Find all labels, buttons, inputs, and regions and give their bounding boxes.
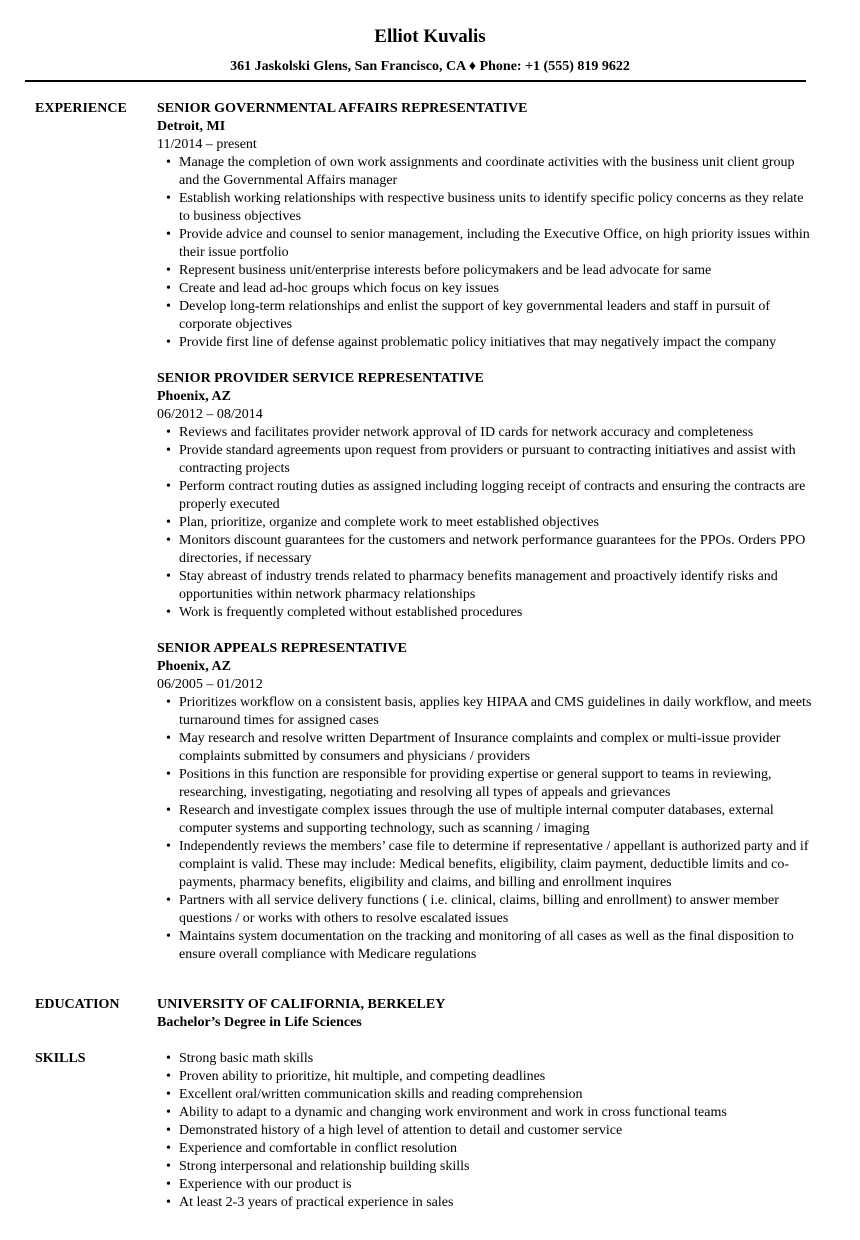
bullet-text: Strong basic math skills [179,1051,314,1066]
job-location: Phoenix, AZ [157,659,231,674]
contact-line: 361 Jaskolski Glens, San Francisco, CA ♦ Phone: +1 (555) 819 9622 [230,59,630,74]
bullet-icon: • [166,929,171,944]
bullet-text: Create and lead ad-hoc groups which focus on key issues [179,281,499,296]
bullet-icon: • [166,191,171,206]
bullet-icon: • [166,335,171,350]
bullet-icon: • [166,443,171,458]
bullet-text: Positions in this function are responsible for providing expertise or general support to teams in reviewing, researching, investigating, negotiating and resolving all types of appeals and grievances [179,767,772,800]
bullet-icon: • [166,839,171,854]
bullet-icon: • [166,803,171,818]
bullet-text: Stay abreast of industry trends related to pharmacy benefits management and proactively identify risks and opportunities within network pharmacy relationships [179,569,778,602]
bullet-text: Maintains system documentation on the tracking and monitoring of all cases as well as the final disposition to ensure overall compliance with Medicare regulations [179,929,794,962]
bullet-icon: • [166,695,171,710]
bullet-text: Excellent oral/written communication skills and reading comprehension [179,1087,583,1102]
bullet-icon: • [166,1069,171,1084]
bullet-item [166,442,817,478]
candidate-name: Elliot Kuvalis [374,26,486,47]
bullet-icon: • [166,1195,171,1210]
bullet-item [166,154,817,190]
bullet-icon: • [166,227,171,242]
bullet-item [166,766,817,802]
experience-list [157,100,817,982]
bullet-item [166,892,817,928]
bullet-icon: • [166,1123,171,1138]
job-title: SENIOR PROVIDER SERVICE REPRESENTATIVE [157,371,484,386]
bullet-item [166,190,817,226]
bullet-text: Perform contract routing duties as assigned including logging receipt of contracts and ensuring the contracts are properly executed [179,479,806,512]
bullet-item [166,694,817,730]
bullet-icon: • [166,155,171,170]
bullet-icon: • [166,533,171,548]
bullet-item [166,514,817,532]
bullet-text: At least 2-3 years of practical experience in sales [179,1195,454,1210]
bullet-text: Prioritizes workflow on a consistent basis, applies key HIPAA and CMS guidelines in daily workflow, and meets turnaround times for assigned cases [179,695,812,728]
bullet-icon: • [166,515,171,530]
job-title: SENIOR APPEALS REPRESENTATIVE [157,641,407,656]
header-divider [25,80,806,82]
bullet-item [166,1158,817,1176]
bullet-text: Provide first line of defense against problematic policy initiatives that may negatively impact the company [179,335,777,350]
bullet-icon: • [166,569,171,584]
bullet-text: Reviews and facilitates provider network approval of ID cards for network accuracy and completeness [179,425,754,440]
bullet-text: Monitors discount guarantees for the customers and network performance guarantees for the PPOs. Orders PPO directories, if necessary [179,533,806,566]
job-duties [157,424,817,622]
bullet-icon: • [166,299,171,314]
bullet-text: Demonstrated history of a high level of attention to detail and customer service [179,1123,623,1138]
skills-list [157,1050,817,1212]
job-location: Phoenix, AZ [157,389,231,404]
skills-section [0,1050,860,1212]
bullet-item [166,730,817,766]
bullet-item [166,1176,817,1194]
bullet-text: Experience with our product is [179,1177,352,1192]
bullet-item [166,424,817,442]
bullet-icon: • [166,605,171,620]
job-entry [157,640,817,964]
bullet-item [166,1104,817,1122]
bullet-icon: • [166,767,171,782]
job-location: Detroit, MI [157,119,226,134]
job-entry [157,370,817,622]
bullet-item [166,532,817,568]
bullet-text: Ability to adapt to a dynamic and changing work environment and work in cross functional teams [179,1105,727,1120]
bullet-item [166,1050,817,1068]
bullet-item [166,1122,817,1140]
bullet-item [166,1194,817,1212]
job-duties [157,694,817,964]
bullet-text: Experience and comfortable in conflict resolution [179,1141,457,1156]
job-dates: 06/2005 – 01/2012 [157,677,263,692]
bullet-icon: • [166,1141,171,1156]
bullet-icon: • [166,479,171,494]
bullet-text: Provide advice and counsel to senior management, including the Executive Office, on high priority issues within their issue portfolio [179,227,810,260]
job-title: SENIOR GOVERNMENTAL AFFAIRS REPRESENTATIVE [157,101,528,116]
bullet-icon: • [166,263,171,278]
bullet-icon: • [166,1177,171,1192]
bullet-text: Research and investigate complex issues through the use of multiple internal computer databases, external computer systems and supporting technology, such as scanning / imaging [179,803,774,836]
resume-header [0,0,860,82]
bullet-text: Strong interpersonal and relationship building skills [179,1159,470,1174]
bullet-icon: • [166,281,171,296]
degree: Bachelor’s Degree in Life Sciences [157,1015,362,1030]
bullet-item [166,1140,817,1158]
education-section [0,996,860,1032]
bullet-item [166,478,817,514]
bullet-item [166,802,817,838]
bullet-text: Manage the completion of own work assignments and coordinate activities with the business unit client group and the Governmental Affairs manager [179,155,795,188]
job-dates: 06/2012 – 08/2014 [157,407,263,422]
section-label-experience: EXPERIENCE [35,101,127,116]
section-label-education: EDUCATION [35,997,120,1012]
bullet-item [166,1086,817,1104]
bullet-item [166,226,817,262]
bullet-icon: • [166,1105,171,1120]
bullet-text: Develop long-term relationships and enlist the support of key governmental leaders and staff in pursuit of corporate objectives [179,299,771,332]
bullet-text: Represent business unit/enterprise interests before policymakers and be lead advocate for same [179,263,712,278]
bullet-text: Independently reviews the members’ case file to determine if representative / appellant is authorized party and if complaint is valid. These may include: Medical benefits, eligibility, claim payment, deductible limits and co-payments, pharmacy benefits, eligibility and claims, and billing and enrollment inquires [179,839,809,890]
job-entry [157,100,817,352]
bullet-item [166,604,817,622]
bullet-text: Establish working relationships with respective business units to identify specific policy concerns as they relate to business objectives [179,191,804,224]
bullet-item [166,1068,817,1086]
bullet-item [166,568,817,604]
section-label-skills: SKILLS [35,1051,86,1066]
bullet-text: Plan, prioritize, organize and complete work to meet established objectives [179,515,599,530]
bullet-item [166,838,817,892]
school-name: UNIVERSITY OF CALIFORNIA, BERKELEY [157,997,446,1012]
bullet-text: Partners with all service delivery functions ( i.e. clinical, claims, billing and enrollment) to answer member questions / or works with others to resolve escalated issues [179,893,779,926]
bullet-text: Work is frequently completed without established procedures [179,605,523,620]
bullet-item [166,928,817,964]
bullet-item [166,280,817,298]
bullet-icon: • [166,1159,171,1174]
bullet-item [166,262,817,280]
job-duties [157,154,817,352]
bullet-text: Proven ability to prioritize, hit multiple, and competing deadlines [179,1069,546,1084]
bullet-text: Provide standard agreements upon request from providers or pursuant to contracting initiatives and assist with contracting projects [179,443,796,476]
bullet-icon: • [166,731,171,746]
bullet-icon: • [166,1087,171,1102]
bullet-item [166,334,817,352]
experience-section [0,100,860,982]
bullet-icon: • [166,425,171,440]
bullet-icon: • [166,893,171,908]
bullet-item [166,298,817,334]
job-dates: 11/2014 – present [157,137,257,152]
bullet-icon: • [166,1051,171,1066]
bullet-text: May research and resolve written Department of Insurance complaints and complex or multi-issue provider complaints submitted by consumers and physicians / providers [179,731,781,764]
